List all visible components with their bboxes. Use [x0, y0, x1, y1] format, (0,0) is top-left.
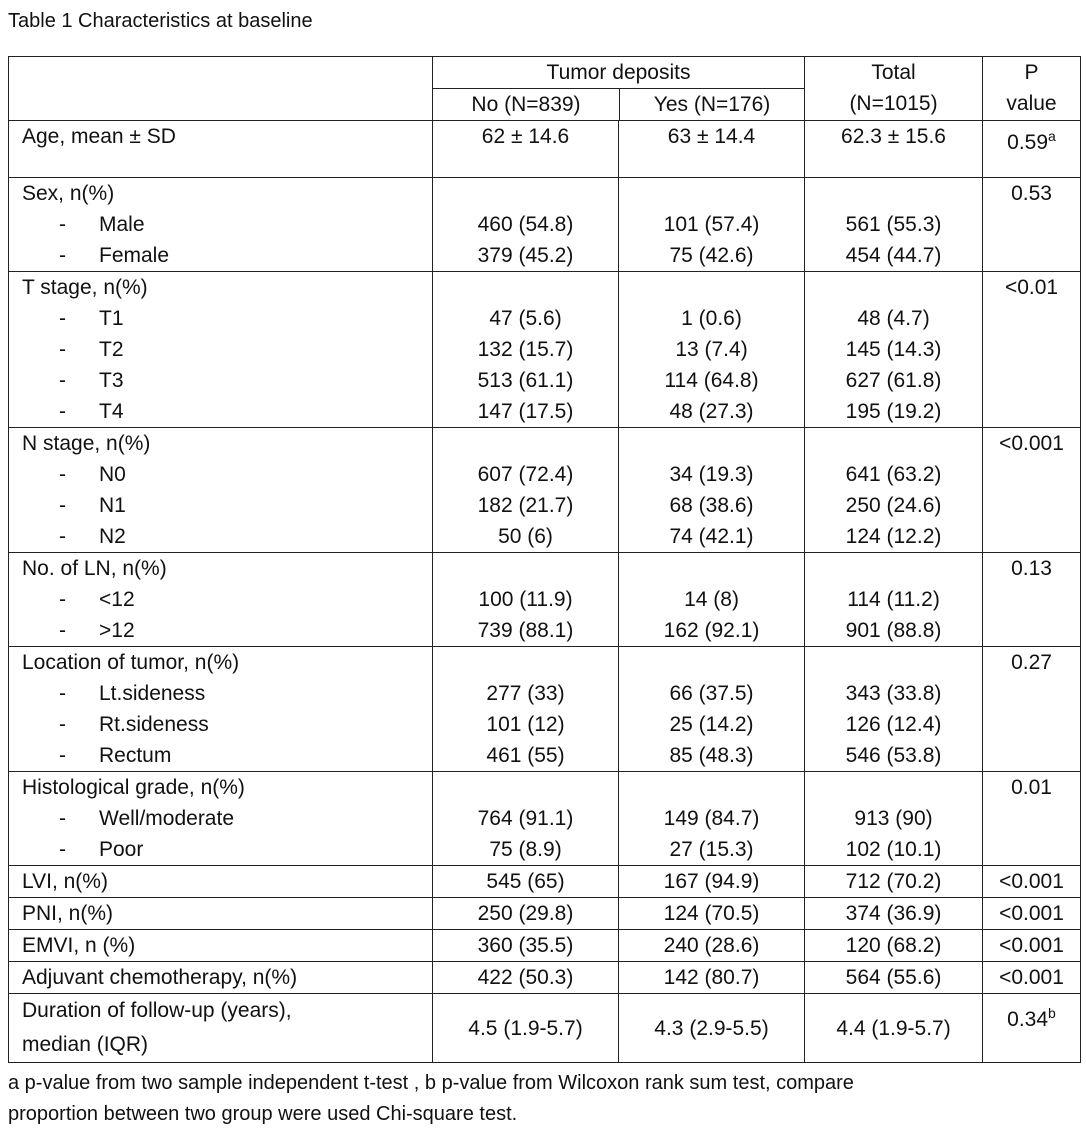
cell-no: 132 (15.7) — [477, 338, 574, 361]
cell-no: 513 (61.1) — [477, 369, 574, 392]
p-value: 0.34 — [1007, 1008, 1049, 1031]
row-label: Adjuvant chemotherapy, n(%) — [22, 966, 298, 989]
cell-total: 546 (53.8) — [845, 744, 942, 767]
cell-yes: 114 (64.8) — [664, 369, 759, 392]
row-label: Age, mean ± SD — [22, 125, 176, 148]
cell-no: 360 (35.5) — [477, 934, 574, 957]
header-no: No (N=839) — [433, 89, 620, 120]
cell-no: 764 (91.1) — [477, 807, 574, 830]
header-p-cell — [983, 57, 1081, 121]
cell-no: 4.5 (1.9-5.7) — [468, 1016, 583, 1040]
header-tumor-deposits: Tumor deposits — [433, 57, 804, 89]
table-row-ln — [9, 553, 1081, 647]
cell-yes: 101 (57.4) — [663, 213, 760, 236]
p-superscript: b — [1048, 1005, 1056, 1021]
cell-total: 627 (61.8) — [845, 369, 942, 392]
cell-no: 460 (54.8) — [477, 213, 574, 236]
table-row-chemo — [9, 962, 1081, 994]
header-total-cell — [805, 57, 983, 121]
cell-no: 739 (88.1) — [477, 619, 574, 642]
cell-total: 343 (33.8) — [845, 682, 942, 705]
cell-yes: 85 (48.3) — [669, 744, 754, 767]
table-row-followup — [9, 994, 1081, 1063]
cell-no: 75 (8.9) — [489, 838, 562, 861]
cell-p: 0.01 — [1011, 776, 1052, 799]
cell-no: 100 (11.9) — [478, 588, 573, 611]
cell-total: 102 (10.1) — [845, 838, 942, 861]
sub-label: - Poor — [59, 838, 144, 861]
sub-label: - Well/moderate — [59, 807, 235, 830]
table-row-pni — [9, 898, 1081, 930]
row-label: Duration of follow-up (years), — [22, 999, 292, 1022]
row-label-line2: median (IQR) — [22, 1033, 149, 1056]
cell-p: 0.13 — [1011, 557, 1052, 580]
cell-no: 250 (29.8) — [477, 902, 574, 925]
cell-yes: 142 (80.7) — [663, 966, 760, 989]
cell-total: 114 (11.2) — [847, 588, 940, 611]
sub-label: - T3 — [59, 369, 124, 392]
cell-p: <0.001 — [999, 870, 1064, 893]
cell-no: 379 (45.2) — [477, 244, 574, 267]
cell-no: 47 (5.6) — [489, 307, 562, 330]
sub-label: - N1 — [59, 494, 126, 517]
cell-yes: 167 (94.9) — [663, 870, 760, 893]
cell-p: 0.27 — [1011, 651, 1052, 674]
cell-yes: 34 (19.3) — [669, 463, 754, 486]
cell-no: 545 (65) — [486, 870, 565, 893]
header-p-line1: P — [1024, 61, 1039, 84]
cell-no: 422 (50.3) — [477, 966, 574, 989]
header-total-line1: Total — [871, 61, 916, 84]
sub-label: - N0 — [59, 463, 126, 486]
cell-no: 62 ± 14.6 — [481, 125, 570, 148]
cell-total: 195 (19.2) — [845, 400, 942, 423]
cell-total: 124 (12.2) — [845, 525, 942, 548]
cell-no: 101 (12) — [486, 713, 565, 736]
cell-yes: 27 (15.3) — [669, 838, 754, 861]
header-yes: Yes (N=176) — [653, 93, 771, 116]
table-footnote — [8, 1068, 1078, 1130]
footnote-line1: a p-value from two sample independent t-test , b p-value from Wilcoxon rank sum test, compare — [8, 1072, 854, 1094]
table-header-row — [9, 57, 1081, 121]
cell-total: 454 (44.7) — [845, 244, 942, 267]
cell-no: 277 (33) — [486, 682, 565, 705]
cell-total: 712 (70.2) — [845, 870, 942, 893]
cell-total: 62.3 ± 15.6 — [841, 125, 946, 148]
header-group-cell — [433, 57, 805, 121]
sub-label: - N2 — [59, 525, 126, 548]
row-label: Sex, n(%) — [22, 182, 115, 205]
baseline-table — [8, 56, 1081, 1063]
row-label: T stage, n(%) — [22, 276, 148, 299]
table-row-n-stage — [9, 428, 1081, 553]
table-row-emvi — [9, 930, 1081, 962]
cell-yes: 63 ± 14.4 — [667, 125, 756, 148]
sub-label: - Female — [59, 244, 170, 267]
sub-label: - Male — [59, 213, 145, 236]
row-label: N stage, n(%) — [22, 432, 151, 455]
cell-total: 913 (90) — [854, 807, 933, 830]
cell-total: 126 (12.4) — [845, 713, 942, 736]
cell-no: 50 (6) — [498, 525, 553, 548]
cell-total: 561 (55.3) — [845, 213, 942, 236]
cell-yes: 13 (7.4) — [675, 338, 748, 361]
cell-yes: 75 (42.6) — [669, 244, 754, 267]
cell-p: <0.001 — [999, 966, 1064, 989]
cell-no: 607 (72.4) — [477, 463, 574, 486]
table-row-lvi — [9, 866, 1081, 898]
table-row-age — [9, 121, 1081, 178]
p-superscript: a — [1048, 128, 1056, 144]
cell-total: 250 (24.6) — [845, 494, 942, 517]
row-label: PNI, n(%) — [22, 902, 114, 925]
p-value: 0.59 — [1007, 131, 1049, 154]
cell-total: 4.4 (1.9-5.7) — [836, 1016, 951, 1040]
cell-p: <0.001 — [999, 432, 1064, 455]
sub-label: - T4 — [59, 400, 124, 423]
cell-p: 0.53 — [1011, 182, 1052, 205]
cell-yes: 240 (28.6) — [663, 934, 760, 957]
table-row-grade — [9, 772, 1081, 866]
cell-yes: 14 (8) — [684, 588, 739, 611]
table-caption: Table 1 Characteristics at baseline — [8, 10, 313, 32]
cell-total: 120 (68.2) — [845, 934, 942, 957]
cell-no: 147 (17.5) — [477, 400, 574, 423]
footnote-line2: proportion between two group were used Chi-square test. — [8, 1103, 518, 1125]
cell-yes: 74 (42.1) — [669, 525, 754, 548]
cell-yes: 66 (37.5) — [669, 682, 754, 705]
cell-yes: 124 (70.5) — [663, 902, 760, 925]
table-row-location — [9, 647, 1081, 772]
cell-yes: 25 (14.2) — [669, 713, 754, 736]
sub-label: - T1 — [59, 307, 124, 330]
cell-yes: 162 (92.1) — [663, 619, 760, 642]
sub-label: - Rectum — [59, 744, 172, 767]
cell-yes: 1 (0.6) — [681, 307, 742, 330]
cell-p — [983, 121, 1080, 152]
sub-label: - T2 — [59, 338, 124, 361]
cell-total: 641 (63.2) — [845, 463, 942, 486]
cell-total: 374 (36.9) — [845, 902, 942, 925]
sub-label: - <12 — [59, 588, 135, 611]
sub-label: - Rt.sideness — [59, 713, 209, 736]
row-label: Histological grade, n(%) — [22, 776, 245, 799]
header-total-line2: (N=1015) — [849, 92, 938, 115]
cell-total: 564 (55.6) — [845, 966, 942, 989]
cell-yes: 4.3 (2.9-5.5) — [654, 1016, 769, 1040]
table-row-t-stage — [9, 272, 1081, 428]
table-row-sex — [9, 178, 1081, 272]
sub-label: - Lt.sideness — [59, 682, 206, 705]
cell-total: 48 (4.7) — [857, 307, 930, 330]
header-empty-cell — [9, 57, 433, 121]
sub-label: - >12 — [59, 619, 135, 642]
row-label: Location of tumor, n(%) — [22, 651, 240, 674]
cell-p — [983, 998, 1080, 1029]
cell-p: <0.001 — [999, 934, 1064, 957]
header-p-line2: value — [1006, 92, 1057, 115]
row-label: No. of LN, n(%) — [22, 557, 167, 580]
cell-yes: 149 (84.7) — [663, 807, 760, 830]
cell-yes: 48 (27.3) — [669, 400, 754, 423]
cell-total: 145 (14.3) — [845, 338, 942, 361]
row-label: LVI, n(%) — [22, 870, 108, 893]
cell-yes: 68 (38.6) — [669, 494, 754, 517]
cell-p: <0.001 — [999, 902, 1064, 925]
cell-no: 461 (55) — [486, 744, 565, 767]
cell-total: 901 (88.8) — [845, 619, 942, 642]
cell-p: <0.01 — [1004, 276, 1059, 299]
row-label: EMVI, n (%) — [22, 934, 136, 957]
cell-no: 182 (21.7) — [477, 494, 574, 517]
